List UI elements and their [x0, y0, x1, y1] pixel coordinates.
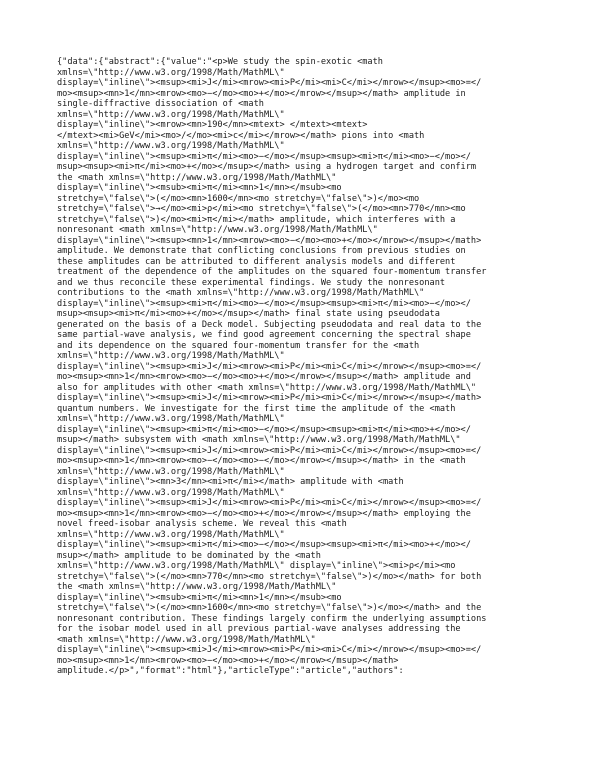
- text-line: {"data":{"abstract":{"value":"<p>We study the spin-exotic <math: [57, 57, 383, 67]
- text-line: amplitude.</p>","format":"html"},"articleType":"article","authors":: [57, 666, 404, 676]
- text-line: treatment of the dependence of the amplitudes on the squared four-momentum transfer: [57, 267, 487, 277]
- text-line: quantum numbers. We investigate for the first time the amplitude of the <math: [57, 403, 456, 414]
- text-line: nonresonant <math xmlns=\"http://www.w3.org/1998/Math/MathML\": [57, 225, 378, 235]
- text-line: mo><msup><mn>1</mn><mrow><mo>−</mo><mo>+</mo></mrow></msup></math>: [57, 655, 399, 666]
- text-line: </mtext><mi>GeV</mi><mo>/</mo><mi>c</mi></mrow></math> pions into <math: [57, 130, 425, 141]
- text-line: novel freed-isobar analysis scheme. We reveal this <math: [57, 519, 347, 529]
- raw-json-text: [57, 57, 577, 677]
- text-line: display=\"inline\"><msub><mi>π</mi><mn>1</mn></msub><mo: [57, 592, 342, 603]
- text-line: display=\"inline\"><msup><mi>J</mi><mrow><mi>P</mi><mi>C</mi></mrow></msup><mo>=</: [57, 361, 482, 372]
- text-line: msup><msup><mi>π</mi><mo>+</mo></msup></math> using a hydrogen target and confirm: [57, 162, 477, 172]
- text-line: display=\"inline\"><msup><mn>1</mn><mrow><mo>−</mo><mo>+</mo></mrow></msup></math>: [57, 235, 482, 246]
- text-line: contributions to the <math xmlns=\"http://www.w3.org/1998/Math/MathML\": [57, 288, 425, 298]
- text-line: and we thus reconcile these experimental findings. We study the nonresonant: [57, 277, 446, 288]
- text-line: display=\"inline\"><msup><mi>π</mi><mo>−</mo></msup><msup><mi>π</mi><mo>+</mo></: [57, 540, 471, 550]
- text-line: xmlns=\"http://www.w3.org/1998/Math/MathML\": [57, 466, 285, 477]
- text-line: msup></math> amplitude to be dominated by the <math: [57, 550, 321, 561]
- text-line: display=\"inline\"><msup><mi>π</mi><mo>−</mo></msup><msup><mi>π</mi><mo>−</mo></: [57, 151, 471, 162]
- text-line: display=\"inline\"><msup><mi>J</mi><mrow><mi>P</mi><mi>C</mi></mrow></msup><mo>=</: [57, 498, 482, 508]
- text-line: nonresonant contribution. These findings largely confirm the underlying assumptions: [57, 613, 487, 624]
- text-line: stretchy=\"false\">(</mo><mn>1600</mn><mo stretchy=\"false\">)</mo><mo: [57, 193, 420, 204]
- text-line: display=\"inline\"><msup><mi>J</mi><mrow><mi>P</mi><mi>C</mi></mrow></msup></math>: [57, 393, 482, 403]
- text-line: mo><msup><mn>1</mn><mrow><mo>−</mo><mo>+</mo></mrow></msup></math> employing the: [57, 508, 471, 519]
- text-line: single-diffractive dissociation of <math: [57, 99, 264, 109]
- text-line: generated on the basis of a Deck model. Subjecting pseudodata and real data to the: [57, 319, 482, 330]
- text-line: xmlns=\"http://www.w3.org/1998/Math/MathML\": [57, 529, 285, 540]
- text-line: xmlns=\"http://www.w3.org/1998/Math/MathML\": [57, 67, 285, 78]
- text-line: xmlns=\"http://www.w3.org/1998/Math/MathML\" display=\"inline\"><mi>ρ</mi><mo: [57, 561, 456, 571]
- text-line: <math xmlns=\"http://www.w3.org/1998/Math/MathML\": [57, 634, 316, 645]
- text-line: display=\"inline\"><msub><mi>π</mi><mn>1</mn></msub><mo: [57, 183, 342, 193]
- text-line: display=\"inline\"><msup><mi>J</mi><mrow><mi>P</mi><mi>C</mi></mrow></msup><mo>=</: [57, 78, 482, 88]
- text-line: display=\"inline\"><msup><mi>π</mi><mo>−</mo></msup><msup><mi>π</mi><mo>−</mo></: [57, 298, 471, 309]
- text-line: msup></math> subsystem with <math xmlns=\"http://www.w3.org/1998/Math/MathML\": [57, 435, 461, 445]
- text-line: mo><msup><mn>1</mn><mrow><mo>−</mo><mo>−</mo></mrow></msup></math> in the <math: [57, 456, 466, 466]
- text-line: same partial-wave analysis, we find good agreement concerning the spectral shape: [57, 330, 471, 340]
- text-line: these amplitudes can be attributed to different analysis models and different: [57, 256, 456, 267]
- text-line: the <math xmlns=\"http://www.w3.org/1998/Math/MathML\": [57, 172, 337, 183]
- text-line: and its dependence on the squared four-momentum transfer for the <math: [57, 340, 420, 351]
- text-line: stretchy=\"false\">)</mo><mi>π</mi></math> amplitude, which interferes with a: [57, 214, 456, 225]
- text-line: xmlns=\"http://www.w3.org/1998/Math/MathML\": [57, 141, 285, 151]
- text-line: mo><msup><mn>1</mn><mrow><mo>−</mo><mo>+</mo></mrow></msup></math> amplitude in: [57, 88, 466, 99]
- text-line: msup><msup><mi>π</mi><mo>+</mo></msup></math> final state using pseudodata: [57, 309, 440, 319]
- text-line: stretchy=\"false\">(</mo><mn>770</mn><mo stretchy=\"false\">)</mo></math> for both: [57, 571, 482, 582]
- text-line: amplitude. We demonstrate that conflicting conclusions from previous studies on: [57, 246, 466, 256]
- text-line: for the isobar model used in all previous partial-wave analyses addressing the: [57, 624, 461, 634]
- text-line: stretchy=\"false\">→</mo><mi>ρ</mi><mo stretchy=\"false\">(</mo><mn>770</mn><mo: [57, 204, 466, 214]
- text-line: display=\"inline\"><mn>3</mn><mi>π</mi></math> amplitude with <math: [57, 477, 404, 487]
- text-line: xmlns=\"http://www.w3.org/1998/Math/MathML\": [57, 109, 285, 120]
- text-line: mo><msup><mn>1</mn><mrow><mo>−</mo><mo>+</mo></mrow></msup></math> amplitude and: [57, 372, 471, 382]
- text-line: display=\"inline\"><msup><mi>J</mi><mrow><mi>P</mi><mi>C</mi></mrow></msup><mo>=</: [57, 445, 482, 456]
- text-line: display=\"inline\"><msup><mi>J</mi><mrow><mi>P</mi><mi>C</mi></mrow></msup><mo>=</: [57, 645, 482, 655]
- text-line: xmlns=\"http://www.w3.org/1998/Math/MathML\": [57, 487, 285, 498]
- text-line: xmlns=\"http://www.w3.org/1998/Math/MathML\": [57, 351, 285, 361]
- text-line: the <math xmlns=\"http://www.w3.org/1998/Math/MathML\": [57, 582, 337, 592]
- text-line: xmlns=\"http://www.w3.org/1998/Math/MathML\": [57, 414, 285, 424]
- text-line: also for amplitudes with other <math xmlns=\"http://www.w3.org/1998/Math/MathML\": [57, 382, 477, 393]
- text-line: display=\"inline\"><mrow><mn>190</mn><mtext> </mtext><mtext>: [57, 120, 368, 130]
- text-line: display=\"inline\"><msup><mi>π</mi><mo>−</mo></msup><msup><mi>π</mi><mo>+</mo></: [57, 424, 471, 435]
- text-line: stretchy=\"false\">(</mo><mn>1600</mn><mo stretchy=\"false\">)</mo></math> and the: [57, 603, 482, 613]
